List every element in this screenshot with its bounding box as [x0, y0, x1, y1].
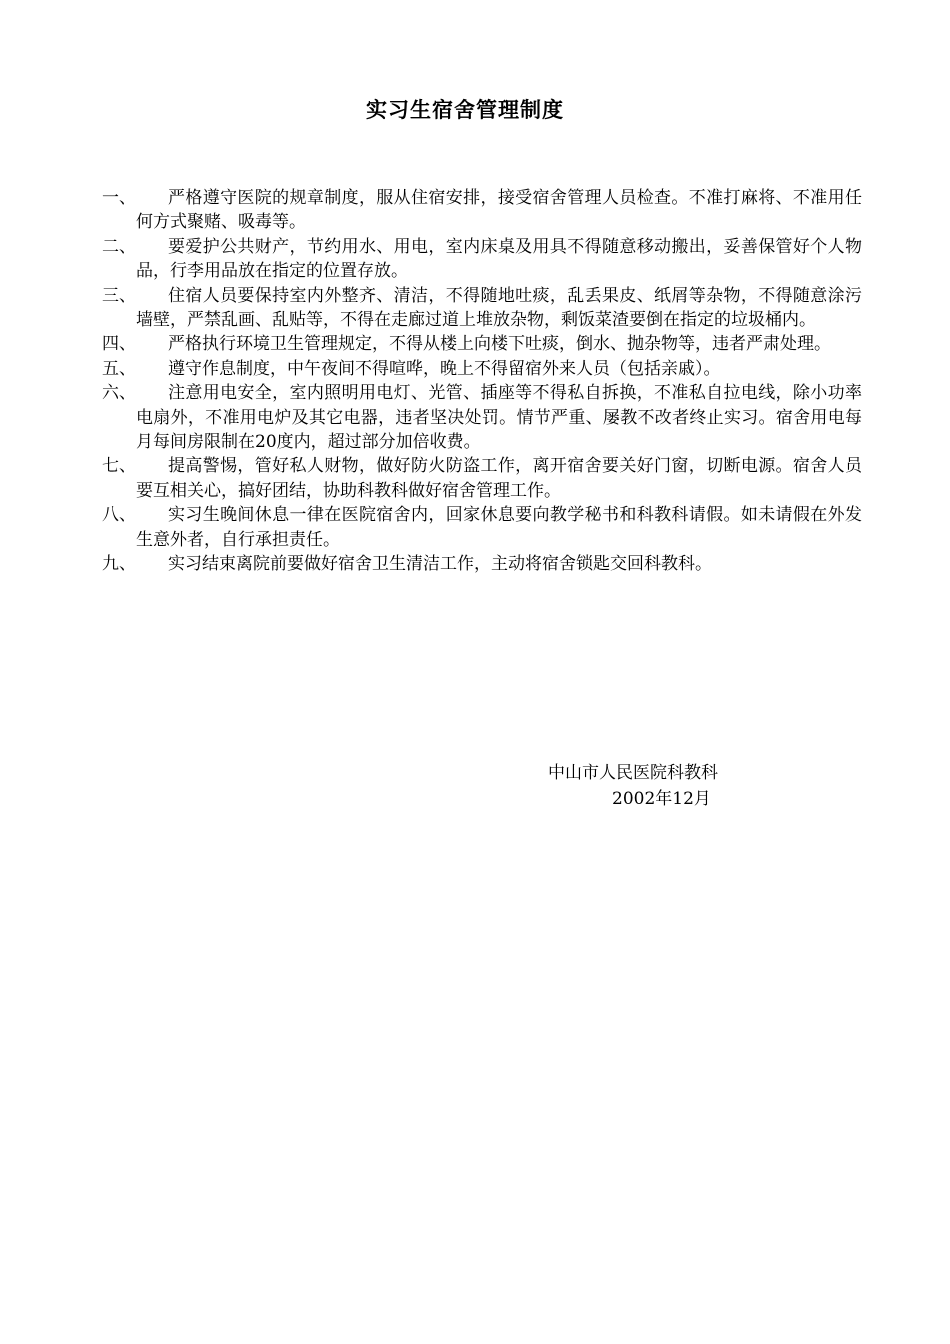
- rule-text: 注意用电安全，室内照明用电灯、光管、插座等不得私自拆换，不准私自拉电线，除小功率电扇外，不准用电炉及其它电器，违者坚决处罚。情节严重、屡教不改者终止实习。宿舍用电每月每间房限制在20度内，超过部分加倍收费。: [136, 383, 862, 453]
- rule-item: [102, 503, 862, 552]
- rule-item: [102, 357, 862, 381]
- rules-list: [102, 186, 862, 577]
- rule-item: [102, 284, 862, 333]
- document-title: 实习生宿舍管理制度: [366, 98, 564, 122]
- rule-item: [102, 235, 862, 284]
- signature-date: 2002年12月: [612, 789, 711, 809]
- rule-text: 要爱护公共财产，节约用水、用电，室内床桌及用具不得随意移动搬出，妥善保管好个人物品，行李用品放在指定的位置存放。: [136, 236, 862, 282]
- rule-number: 七、: [102, 456, 136, 477]
- rule-text: 实习生晚间休息一律在医院宿舍内，回家休息要向教学秘书和科教科请假。如未请假在外发生意外者，自行承担责任。: [136, 505, 862, 550]
- rule-number: 四、: [102, 334, 136, 355]
- rule-item: [102, 454, 862, 503]
- rule-text: 住宿人员要保持室内外整齐、清洁，不得随地吐痰，乱丢果皮、纸屑等杂物，不得随意涂污墙壁，严禁乱画、乱贴等，不得在走廊过道上堆放杂物，剩饭菜渣要倒在指定的垃圾桶内。: [136, 285, 862, 331]
- rule-number: 五、: [102, 358, 136, 379]
- signature-organization: 中山市人民医院科教科: [548, 763, 718, 783]
- rule-number: 九、: [102, 554, 136, 575]
- signature-block: [548, 760, 808, 812]
- rule-text: 严格遵守医院的规章制度，服从住宿安排，接受宿舍管理人员检查。不准打麻将、不准用任何方式聚赌、吸毒等。: [136, 188, 862, 233]
- rule-item: [102, 381, 862, 454]
- rule-number: 八、: [102, 505, 136, 526]
- rule-number: 二、: [102, 236, 136, 257]
- rule-item: [102, 552, 862, 576]
- rule-number: 六、: [102, 383, 136, 404]
- rule-text: 提高警惕，管好私人财物，做好防火防盗工作，离开宿舍要关好门窗，切断电源。宿舍人员要互相关心，搞好团结，协助科教科做好宿舍管理工作。: [136, 456, 862, 501]
- rule-number: 一、: [102, 188, 136, 208]
- rule-item: [102, 186, 862, 235]
- rule-text: 严格执行环境卫生管理规定，不得从楼上向楼下吐痰，倒水、抛杂物等，违者严肃处理。: [168, 334, 831, 355]
- rule-item: [102, 332, 862, 356]
- rule-number: 三、: [102, 285, 136, 306]
- rule-text: 遵守作息制度，中午夜间不得喧哗，晚上不得留宿外来人员（包括亲戚）。: [168, 358, 721, 379]
- rule-text: 实习结束离院前要做好宿舍卫生清洁工作，主动将宿舍锁匙交回科教科。: [168, 554, 712, 575]
